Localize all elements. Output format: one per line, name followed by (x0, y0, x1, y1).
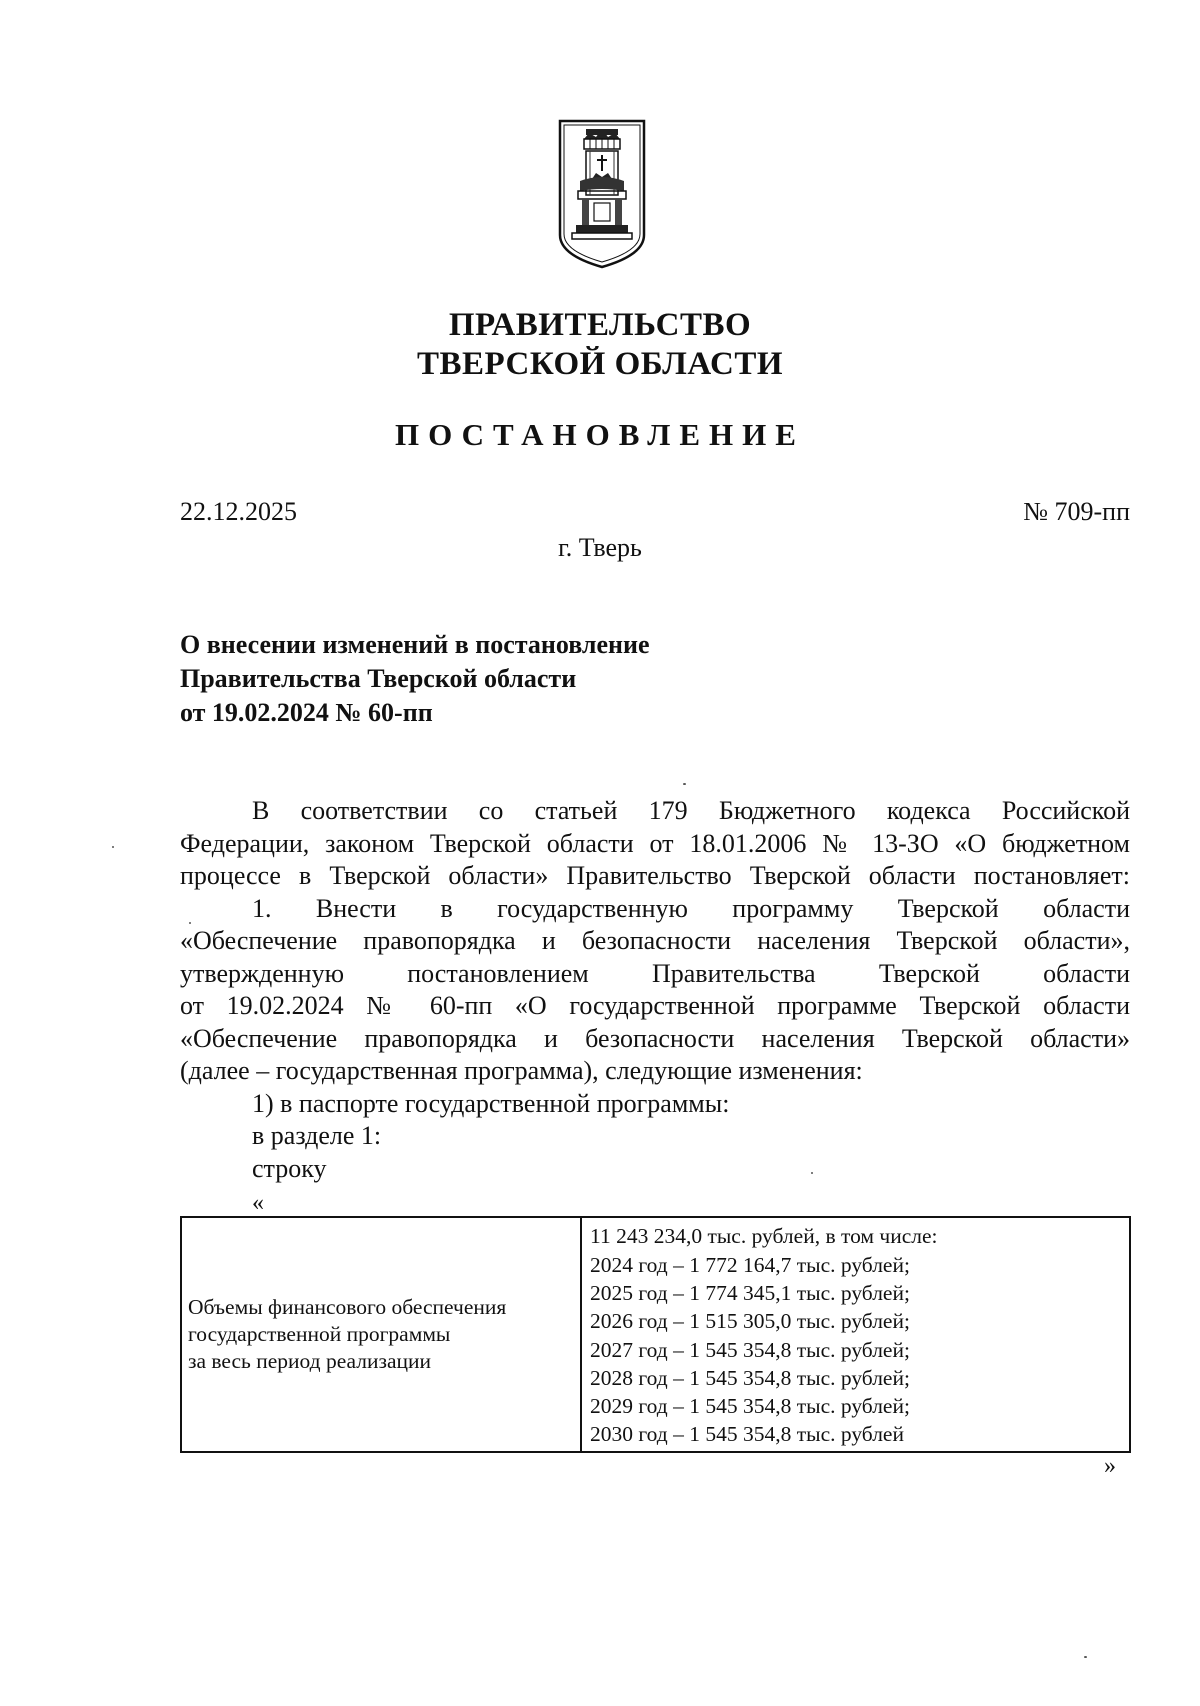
scan-speck (683, 783, 686, 785)
value-line: 2029 год – 1 545 354,8 тыс. рублей; (590, 1394, 910, 1419)
government-title-line2: ТВЕРСКОЙ ОБЛАСТИ (416, 346, 784, 382)
value-line: 2027 год – 1 545 354,8 тыс. рублей; (590, 1337, 910, 1362)
open-quote: « (252, 1190, 264, 1216)
government-title-line1: ПРАВИТЕЛЬСТВО (448, 307, 752, 343)
subject-line: Правительства Тверской области (180, 664, 577, 693)
value-line: 2026 год – 1 515 305,0 тыс. рублей; (590, 1309, 910, 1334)
item1-line: 1. Внести в государственную программу Тверской области (252, 893, 1130, 923)
item1-line: утвержденную постановлением Правительства Тверской области (180, 958, 1130, 988)
item1-line: «Обеспечение правопорядка и безопасности населения Тверской области» (180, 1023, 1130, 1053)
section-line: в разделе 1: (252, 1121, 382, 1150)
value-line: 2024 год – 1 772 164,7 тыс. рублей; (590, 1252, 910, 1277)
item1-line: (далее – государственная программа), следующие изменения: (180, 1056, 863, 1085)
label-line: за весь период реализации (188, 1349, 432, 1373)
decree-subject (180, 628, 900, 730)
scan-speck (112, 846, 114, 848)
preamble-line: В соответствии со статьей 179 Бюджетного кодекса Российской (252, 796, 1130, 825)
subject-line: О внесении изменений в постановление (180, 630, 650, 659)
table-row (181, 1217, 1130, 1452)
decree-number: № 709-пп (1023, 497, 1130, 526)
value-line: 2030 год – 1 545 354,8 тыс. рублей (590, 1422, 904, 1447)
label-line: государственной программы (188, 1322, 451, 1346)
scan-speck (189, 922, 191, 924)
document-type-heading: ПОСТАНОВЛЕНИЕ (395, 417, 805, 452)
preamble-line: процессе в Тверской области» Правительство Тверской области постановляет: (180, 861, 1130, 890)
item1-line: «Обеспечение правопорядка и безопасности населения Тверской области», (180, 926, 1130, 955)
close-quote: » (1104, 1453, 1116, 1479)
value-line: 11 243 234,0 тыс. рублей, в том числе: (590, 1224, 938, 1249)
row-word-line: строку (252, 1153, 327, 1183)
coat-of-arms-icon (556, 117, 648, 271)
decree-date: 22.12.2025 (180, 497, 297, 526)
item1-line: от 19.02.2024 № 60-пп «О государственной программе Тверской области (180, 991, 1130, 1020)
scan-speck (1084, 1656, 1087, 1658)
subject-line: от 19.02.2024 № 60-пп (180, 698, 433, 727)
label-line: Объемы финансового обеспечения (188, 1295, 507, 1319)
preamble-line: Федерации, законом Тверской области от 18.01.2006 № 13-ЗО «О бюджетном (180, 828, 1130, 858)
subitem-line: 1) в паспорте государственной программы: (252, 1088, 730, 1118)
value-line: 2028 год – 1 545 354,8 тыс. рублей; (590, 1365, 910, 1390)
value-line: 2025 год – 1 774 345,1 тыс. рублей; (590, 1280, 910, 1305)
decree-city: г. Тверь (558, 533, 642, 562)
decree-body (180, 795, 1130, 1185)
financing-label-cell (181, 1217, 581, 1452)
financing-table (180, 1216, 1131, 1453)
scan-speck (811, 1172, 813, 1174)
financing-values-cell (581, 1217, 1130, 1452)
